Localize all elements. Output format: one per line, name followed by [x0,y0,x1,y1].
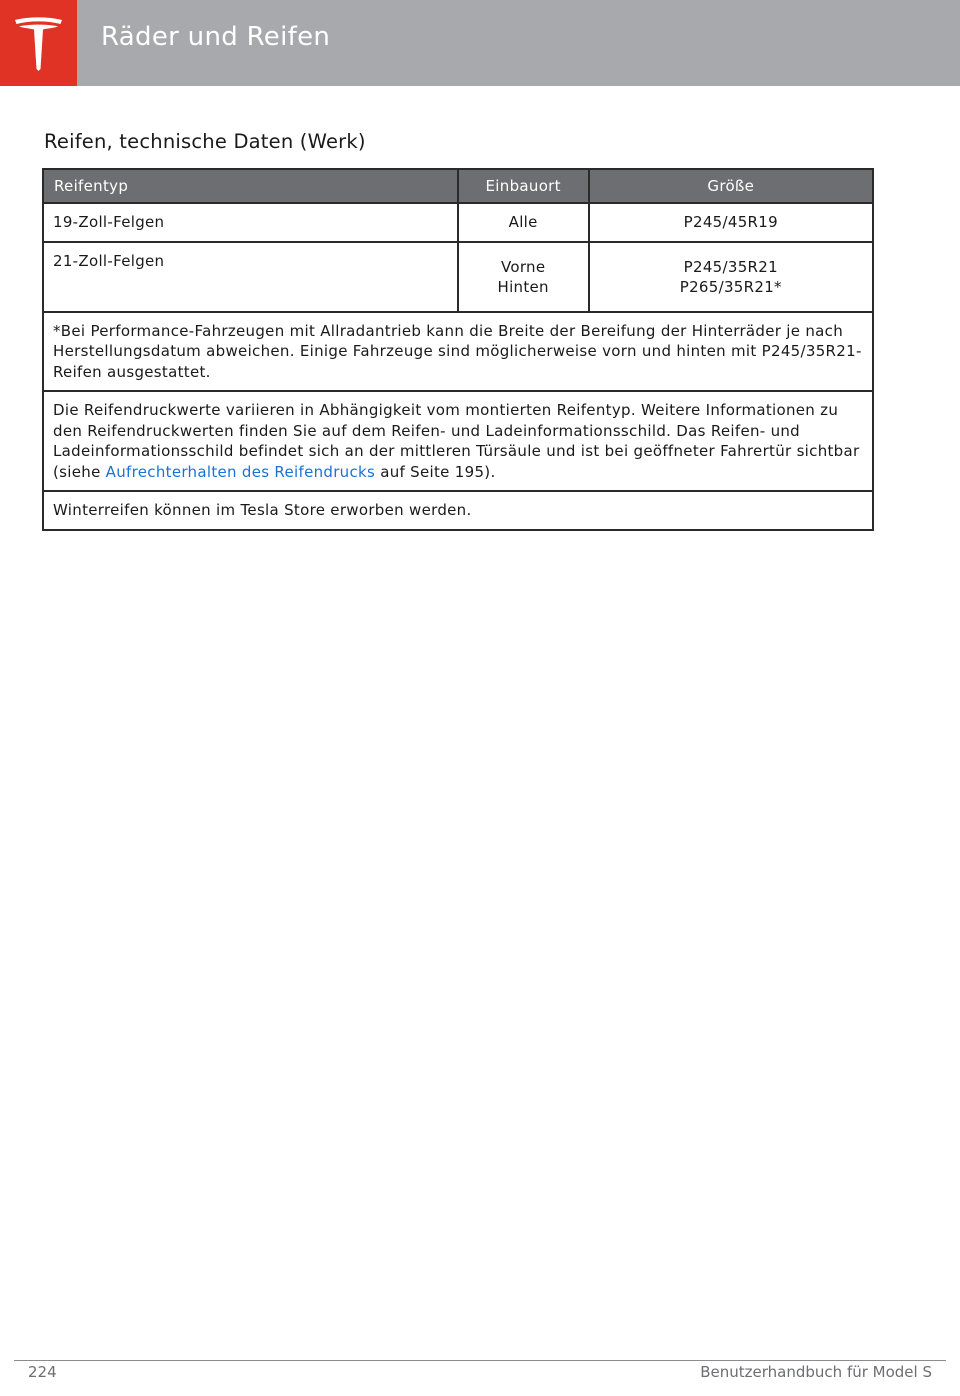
brand-logo-box [0,0,77,86]
section-title: Reifen, technische Daten (Werk) [44,130,366,153]
cell-location: Alle [458,203,589,242]
tire-spec-table [42,168,874,531]
column-header-location: Einbauort [458,169,589,203]
table-note-row [43,391,873,491]
footer-divider [14,1360,946,1361]
cell-size: P245/45R19 [589,203,873,242]
table-header-row [43,169,873,203]
size-rear: P265/35R21* [679,278,782,296]
note-text-before: Die Reifendruckwerte variieren in Abhängigkeit vom montierten Reifentyp. Weitere Informationen zu den Reifendruckwerten finden Sie auf dem Reifen- und Ladeinformationsschild. Das Reifen- und Ladeinformationsschild befindet sich an der mittleren Türsäule und ist bei geöffneter Fahrertür sichtbar (siehe [53,401,860,481]
manual-title: Benutzerhandbuch für Model S [700,1363,932,1381]
chapter-title: Räder und Reifen [101,22,331,52]
table-row [43,203,873,242]
cell-tire-type: 19-Zoll-Felgen [43,203,458,242]
note-tire-pressure [43,391,873,491]
note-performance-awd: *Bei Performance-Fahrzeugen mit Allradantrieb kann die Breite der Bereifung der Hinterräder je nach Herstellungsdatum abweichen. Einige Fahrzeuge sind möglicherweise vorn und hinten mit P245/35R21-Reifen ausgestattet. [43,312,873,392]
page-number: 224 [28,1363,57,1381]
note-text-after: auf Seite 195). [375,462,496,481]
note-winter-tires: Winterreifen können im Tesla Store erworben werden. [43,491,873,530]
table-row [43,242,873,312]
cell-tire-type: 21-Zoll-Felgen [43,242,458,312]
cell-location [458,242,589,312]
location-rear: Hinten [497,278,549,296]
tesla-logo-icon [13,16,64,71]
location-front: Vorne [500,257,546,276]
page-header [0,0,960,86]
table-note-row [43,491,873,530]
column-header-size: Größe [589,169,873,203]
cell-size [589,242,873,312]
table-note-row [43,312,873,392]
tire-pressure-link[interactable]: Aufrechterhalten des Reifendrucks [105,462,376,481]
column-header-tire-type: Reifentyp [43,169,458,203]
size-front: P245/35R21 [683,257,778,276]
